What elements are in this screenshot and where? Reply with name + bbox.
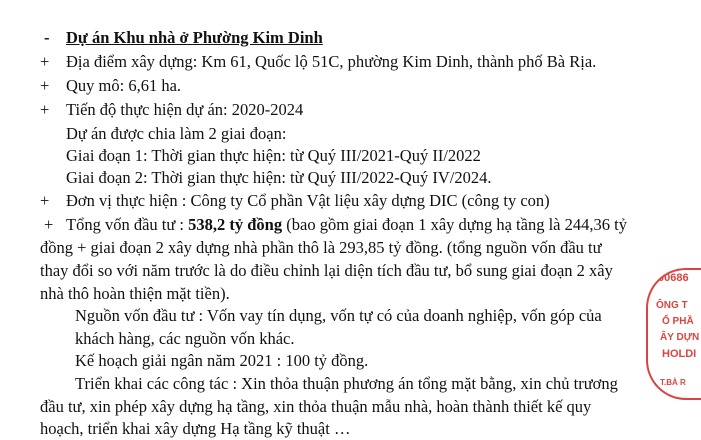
section-heading: Dự án Khu nhà ở Phường Kim Dinh [66,28,323,47]
disbursement-text: Kế hoạch giải ngân năm 2021 : 100 tỷ đồng. [75,351,369,370]
capital-line-4: nhà thô hoàn thiện mặt tiền). [40,284,230,303]
bullet-plus-location: + [40,52,50,71]
funding-line-2: khách hàng, các nguồn vốn khác. [75,329,295,348]
capital-amount: 538,2 tỷ đồng [188,215,283,234]
capital-line-1 [66,214,627,236]
phase2-text: Giai đoạn 2: Thời gian thực hiện: từ Quý III/2022-Quý IV/2024. [66,168,492,187]
executor-text: Đơn vị thực hiện : Công ty Cổ phần Vật liệu xây dựng DIC (công ty con) [66,191,550,210]
progress-text: Tiến độ thực hiện dự án: 2020-2024 [66,100,304,119]
stamp-line: T.BÀ R [660,378,686,387]
scale-text: Quy mô: 6,61 ha. [66,76,182,95]
bullet-plus-executor: + [40,191,50,210]
bullet-plus-progress: + [40,100,50,119]
heading-bullet: - [44,28,50,47]
capital-rest: (bao gồm giai đoạn 1 xây dựng hạ tầng là 244,36 tỷ [282,215,627,234]
location-text: Địa điểm xây dựng: Km 61, Quốc lộ 51C, phường Kim Dinh, thành phố Bà Rịa. [66,52,597,71]
phase1-text: Giai đoạn 1: Thời gian thực hiện: từ Quý III/2021-Quý II/2022 [66,146,481,165]
bullet-plus-scale: + [40,76,50,95]
stamp-line: HOLDI [662,348,697,360]
capital-line-2: đồng + giai đoạn 2 xây dựng nhà phần thô là 293,85 tỷ đồng. (tổng nguồn vốn đầu tư [40,238,602,257]
stamp-line: 00686 [658,272,689,284]
company-seal-stamp [646,268,701,400]
capital-prefix: Tổng vốn đầu tư : [66,215,189,234]
bullet-plus-capital: + [44,215,54,234]
tasks-line-2: đầu tư, xin phép xây dựng hạ tầng, xin thỏa thuận mẫu nhà, hoàn thành thiết kế quy [40,397,592,416]
capital-line-3: thay đổi so với năm trước là do điều chỉnh lại diện tích đầu tư, bổ sung giai đoạn 2 xây [40,261,613,280]
tasks-line-1: Triển khai các công tác : Xin thỏa thuận phương án tổng mặt bằng, xin chủ trương [75,374,618,393]
funding-line-1: Nguồn vốn đầu tư : Vốn vay tín dụng, vốn tự có của doanh nghiệp, vốn góp của [75,306,602,325]
stamp-line: ÂY DỰN [660,332,700,343]
stamp-line: ÔNG T [656,300,688,311]
stamp-line: Ổ PHẦ [662,316,694,327]
phases-intro-text: Dự án được chia làm 2 giai đoạn: [66,124,287,143]
tasks-line-3: hoạch, triển khai xây dựng Hạ tầng kỹ thuật … [40,419,351,438]
